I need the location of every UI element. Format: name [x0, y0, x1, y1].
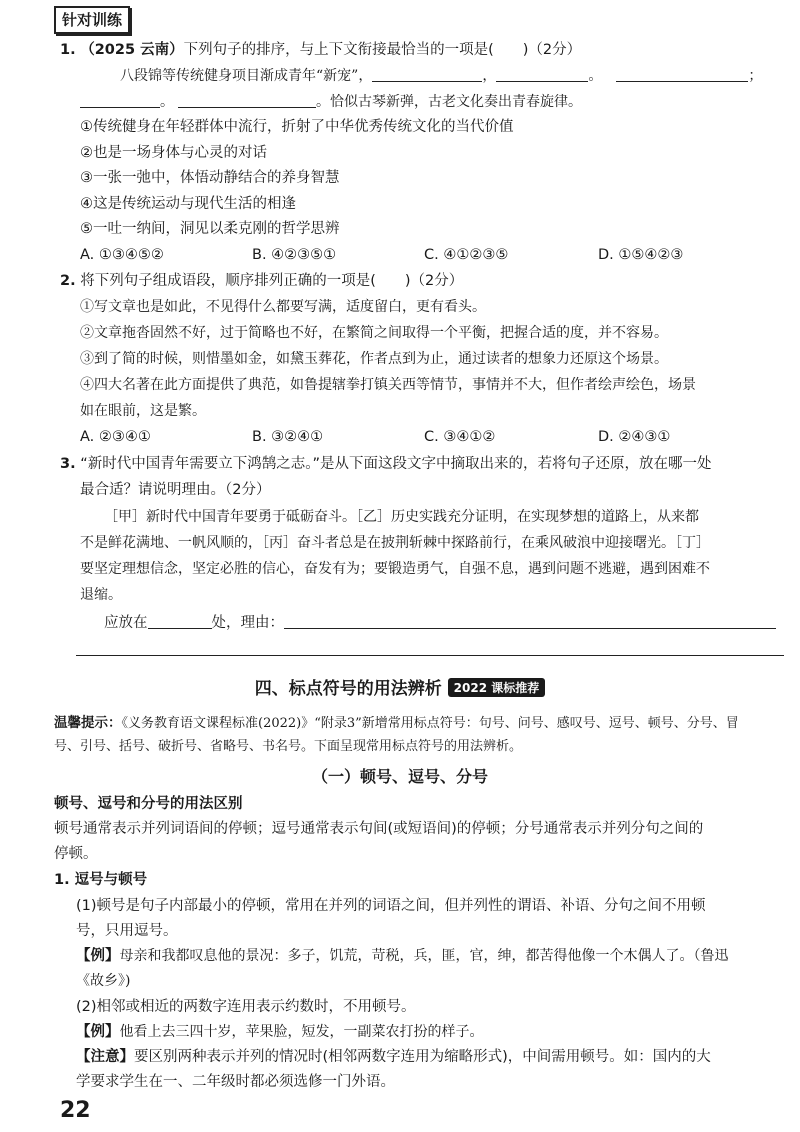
q2-option-d[interactable]: D. ②④③① — [598, 429, 671, 445]
example2: 【例】他看上去三四十岁，苹果脸，短发，一副菜农打扮的样子。 — [76, 1024, 484, 1040]
q3-reason-blank[interactable] — [284, 614, 776, 629]
q3-answer-rule[interactable] — [76, 655, 784, 656]
q3-para-2: 不是鲜花满地、一帆风顺的，［丙］奋斗者总是在披荆斩棘中探路前行，在乘风破浪中迎接曙光。［丁］ — [80, 535, 710, 551]
tip-line1: 温馨提示：《义务教育语文课程标准(2022)》“附录3”新增常用标点符号：句号、问号、感叹号、逗号、顿号、分号、冒 — [54, 715, 739, 731]
section-title: 四、标点符号的用法辨析 2022 课标推荐 — [0, 674, 800, 699]
q3-stem-line1: 3. “新时代中国青年需要立下鸿鹄之志。”是从下面这段文字中摘取出来的，若将句子还原，放在哪一处 — [60, 456, 712, 472]
q3-para-3: 要坚定理想信念，坚定必胜的信心，奋发有为；要锻造勇气，自强不息，遇到问题不逃避，遇到困难不 — [80, 561, 710, 577]
page-number: 22 — [60, 1098, 91, 1123]
q1-item-3: ③一张一弛中，体悟动静结合的养身智慧 — [80, 170, 340, 186]
comparison-heading: 顿号、逗号和分号的用法区别 — [54, 796, 243, 812]
q2-item-4-cont: 如在眼前，这是繁。 — [80, 403, 206, 419]
blank-3[interactable] — [616, 67, 748, 82]
point1-title: 1. 逗号与顿号 — [54, 872, 148, 888]
q2-option-a[interactable]: A. ②③④① — [80, 429, 151, 445]
subsection-title: （一）顿号、逗号、分号 — [311, 767, 488, 786]
q1-item-4: ④这是传统运动与现代生活的相逢 — [80, 196, 296, 212]
q2-item-1: ①写文章也是如此，不见得什么都要写满，适度留白，更有看头。 — [80, 299, 486, 315]
q3-answer-line: 应放在 处，理由： — [104, 613, 776, 633]
blank-1[interactable] — [372, 67, 482, 82]
q2-item-2: ②文章拖沓固然不好，过于简略也不好，在繁简之间取得一个平衡，把握合适的度，并不容易。 — [80, 325, 668, 341]
q2-option-c[interactable]: C. ③④①② — [424, 429, 496, 445]
example1-line1: 【例】母亲和我都叹息他的景况：多子，饥荒，苛税，兵，匪，官，绅，都苦得他像一个木偶人了。（鲁迅 — [76, 948, 729, 964]
q1-option-d[interactable]: D. ①⑤④②③ — [598, 247, 684, 263]
q1-item-1: ①传统健身在年轻群体中流行，折射了中华优秀传统文化的当代价值 — [80, 119, 514, 135]
intro-line2: 停顿。 — [54, 846, 98, 862]
practice-tag: 针对训练 — [54, 6, 130, 34]
rule1-line1: (1)顿号是句子内部最小的停顿，常用在并列的词语之间，但并列性的谓语、补语、分句之间不用顿 — [76, 898, 706, 914]
note-line2: 学要求学生在一、二年级时都必须选修一门外语。 — [76, 1074, 395, 1090]
q2-option-b[interactable]: B. ③②④① — [252, 429, 324, 445]
example1-line2: 《故乡》) — [76, 973, 131, 989]
rule2: (2)相邻或相近的两数字连用表示约数时，不用顿号。 — [76, 999, 416, 1015]
blank-4[interactable] — [80, 93, 160, 108]
curriculum-badge: 2022 课标推荐 — [448, 678, 546, 697]
q1-context-line2: 。 。恰似古琴新弹，古老文化奏出青春旋律。 — [80, 92, 582, 112]
q1-stem: 1. （2025 云南）下列句子的排序，与上下文衔接最恰当的一项是( )（2分） — [60, 42, 582, 58]
q1-item-2: ②也是一场身体与心灵的对话 — [80, 145, 267, 161]
q1-option-c[interactable]: C. ④①②③⑤ — [424, 247, 509, 263]
blank-5[interactable] — [178, 93, 316, 108]
tip-line2: 号、引号、括号、破折号、省略号、书名号。下面呈现常用标点符号的用法辨析。 — [54, 739, 523, 754]
q1-option-b[interactable]: B. ④②③⑤① — [252, 247, 337, 263]
q3-para-1: ［甲］新时代中国青年要勇于砥砺奋斗。［乙］历史实践充分证明，在实现梦想的道路上，从来都 — [104, 509, 699, 525]
q2-item-4: ④四大名著在此方面提供了典范，如鲁提辖拳打镇关西等情节，事情并不大，但作者绘声绘色，场景 — [80, 377, 696, 393]
q1-item-5: ⑤一吐一纳间，洞见以柔克刚的哲学思辨 — [80, 221, 340, 237]
q1-context-line1: 八段锦等传统健身项目渐成青年“新宠”， ， 。 ； — [120, 68, 763, 84]
note-line1: 【注意】要区别两种表示并列的情况时(相邻两数字连用为缩略形式)，中间需用顿号。如：国内的大 — [76, 1049, 711, 1065]
q2-item-3: ③到了简的时候，则惜墨如金，如黛玉葬花，作者点到为止，通过读者的想象力还原这个场景。 — [80, 351, 668, 367]
q2-stem: 2. 将下列句子组成语段，顺序排列正确的一项是( )（2分） — [60, 273, 464, 289]
q3-para-4: 退缩。 — [80, 587, 122, 603]
rule1-line2: 号，只用逗号。 — [76, 923, 178, 939]
q1-option-a[interactable]: A. ①③④⑤② — [80, 247, 164, 263]
q3-stem-line2: 最合适？请说明理由。（2分） — [80, 482, 271, 498]
q3-position-blank[interactable] — [148, 614, 212, 629]
intro-line1: 顿号通常表示并列词语间的停顿；逗号通常表示句间(或短语间)的停顿；分号通常表示并列分句之间的 — [54, 821, 704, 837]
blank-2[interactable] — [496, 67, 588, 82]
